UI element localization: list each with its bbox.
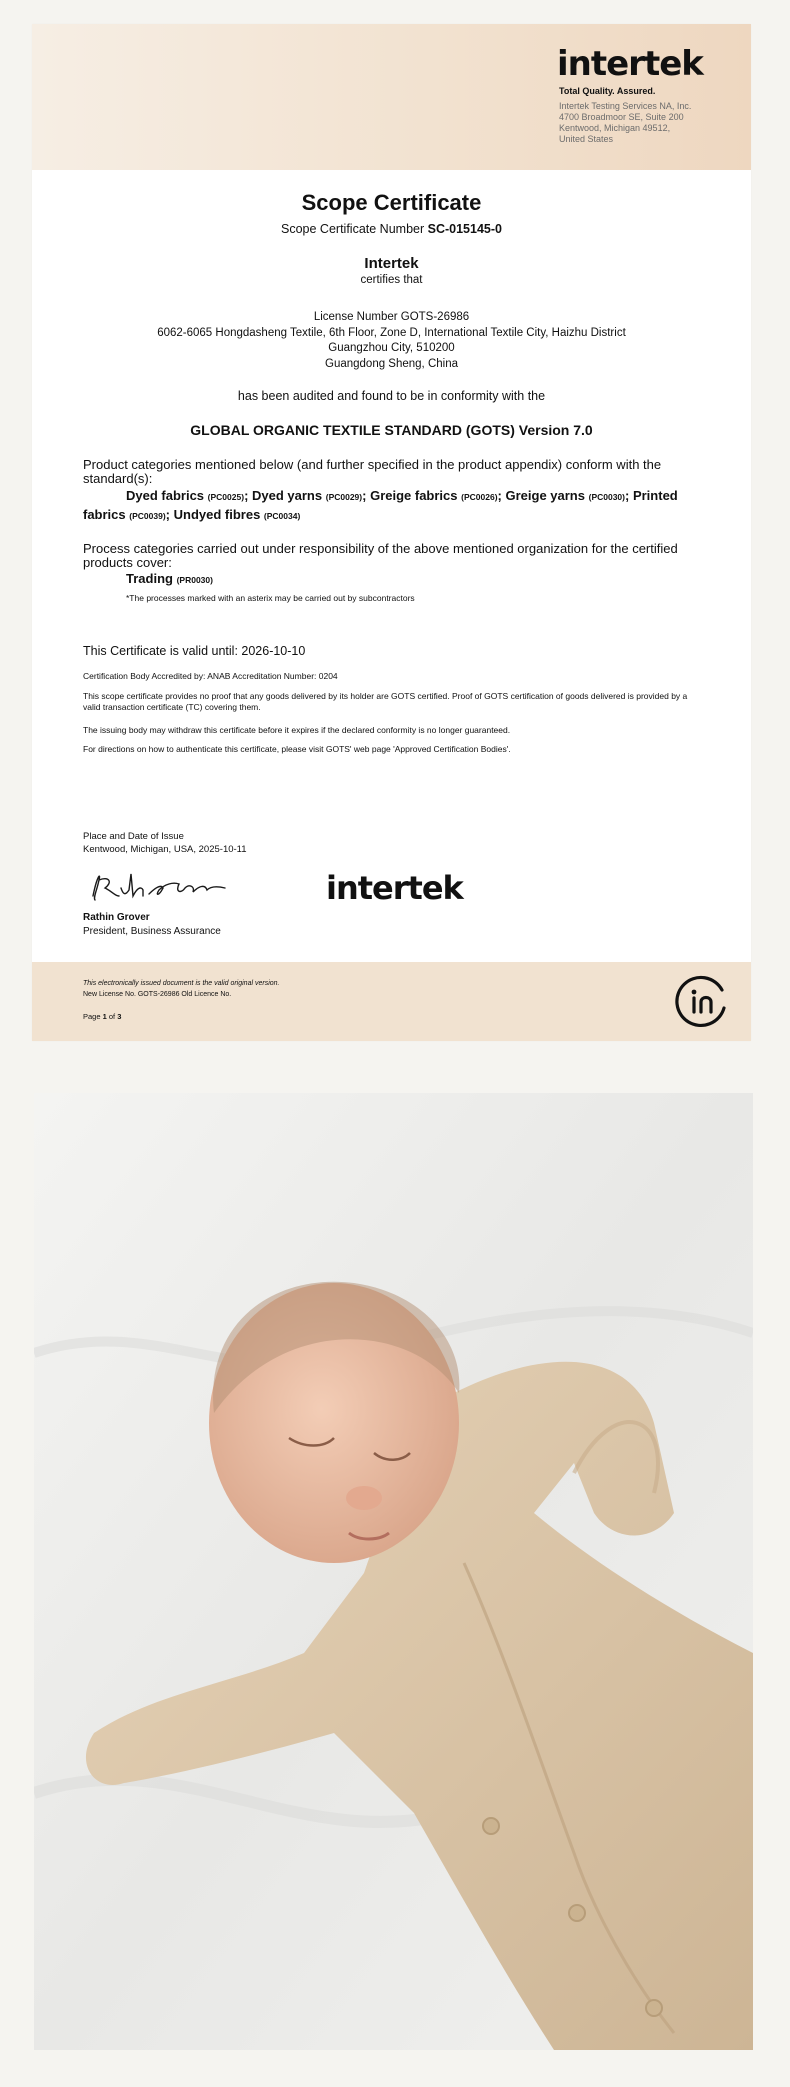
issuer-address — [559, 101, 691, 145]
address-line: Intertek Testing Services NA, Inc. — [559, 101, 692, 111]
certificate-header — [32, 24, 751, 170]
certificate-number-label: Scope Certificate Number — [281, 222, 428, 236]
intertek-logo: intertek — [557, 44, 703, 84]
baby-photo — [34, 1093, 753, 2050]
product-code: (PC0030) — [588, 492, 625, 502]
page-label: Page — [83, 1012, 103, 1021]
withdraw-text: The issuing body may withdraw this certificate before it expires if the declared conformity is no longer guaranteed. — [83, 725, 511, 735]
product-name: Greige yarns — [505, 488, 585, 503]
address-line: Kentwood, Michigan 49512, — [559, 123, 671, 133]
signer-name: Rathin Grover — [83, 912, 150, 923]
process-name: Trading — [126, 571, 173, 586]
product-intro: Product categories mentioned below (and further specified in the product appendix) conform with the standard(s): — [83, 457, 662, 486]
issue-value: Kentwood, Michigan, USA, 2025-10-11 — [83, 844, 247, 855]
audited-statement: has been audited and found to be in conformity with the — [237, 389, 546, 403]
signature-image — [83, 866, 233, 913]
product-code: (PC0029) — [325, 492, 363, 502]
licensee-address-line: 6062-6065 Hongdasheng Textile, 6th Floor, Zone D, International Textile City, Haizhu District — [157, 326, 626, 339]
product-code: (PC0025) — [207, 492, 245, 502]
standard-name: GLOBAL ORGANIC TEXTILE STANDARD (GOTS) Version 7.0 — [190, 422, 593, 438]
licensee-block — [32, 310, 751, 372]
licensee-address-line: Guangdong Sheng, China — [325, 357, 458, 370]
licence-numbers: New License No. GOTS-26986 Old Licence No. — [83, 991, 232, 998]
subcontract-note: *The processes marked with an asterix may be carried out by subcontractors — [126, 593, 415, 603]
issuer-name: Intertek — [364, 255, 419, 272]
address-line: United States — [559, 134, 614, 144]
product-name: Dyed fabrics — [126, 488, 205, 503]
valid-until: This Certificate is valid until: 2026-10-10 — [83, 644, 306, 658]
certifies-text: certifies that — [360, 274, 423, 286]
scope-certificate — [32, 24, 751, 1041]
product-name: Undyed fibres — [173, 507, 261, 522]
product-name: Dyed yarns — [252, 488, 323, 503]
signer-block — [83, 911, 221, 939]
process-intro: Process categories carried out under responsibility of the above mentioned organization for the certified products cover: — [83, 541, 678, 570]
product-code: (PC0039) — [129, 511, 166, 521]
product-categories: Dyed fabrics (PC0025); Dyed yarns (PC0029); Greige fabrics (PC0026); Greige yarns (PC0030); Printed fabrics (PC0039); Undyed fibres (PC0034) — [83, 488, 678, 522]
intertek-logo-signature: intertek — [326, 869, 463, 907]
certificate-number-value: SC-015145-0 — [427, 222, 502, 236]
accreditation-text: Certification Body Accredited by: ANAB Accreditation Number: 0204 — [83, 671, 338, 681]
page-current: 1 — [102, 1012, 107, 1021]
issue-label: Place and Date of Issue — [83, 831, 184, 842]
address-line: 4700 Broadmoor SE, Suite 200 — [559, 112, 684, 122]
authenticate-text: For directions on how to authenticate this certificate, please visit GOTS' web page 'Approved Certification Bodies'. — [83, 744, 511, 754]
intertek-in-icon — [672, 972, 732, 1037]
certificate-footer — [32, 962, 751, 1041]
page-of: of — [106, 1012, 118, 1021]
signer-title: President, Business Assurance — [83, 926, 221, 937]
issue-place-date — [83, 830, 247, 856]
licensee-address-line: Guangzhou City, 510200 — [328, 342, 455, 354]
page-indicator — [83, 1012, 121, 1021]
tagline: Total Quality. Assured. — [559, 86, 656, 96]
product-code: (PC0026) — [461, 492, 498, 502]
license-number: License Number GOTS-26986 — [313, 311, 470, 323]
product-name: Greige fabrics — [370, 488, 458, 503]
certificate-number — [32, 222, 751, 236]
process-category — [126, 572, 756, 587]
product-name: Printed fabrics — [83, 488, 678, 522]
process-code: (PR0030) — [176, 575, 213, 585]
electronic-note: This electronically issued document is the valid original version. — [83, 980, 280, 987]
page-total: 3 — [117, 1012, 122, 1021]
disclaimer-text: This scope certificate provides no proof that any goods delivered by its holder are GOTS certified. Proof of GOTS certification of goods delivered is provided by a valid transaction certificate (TC) covering them. — [83, 691, 688, 712]
product-code: (PC0034) — [263, 511, 301, 521]
certificate-title: Scope Certificate — [301, 190, 482, 215]
